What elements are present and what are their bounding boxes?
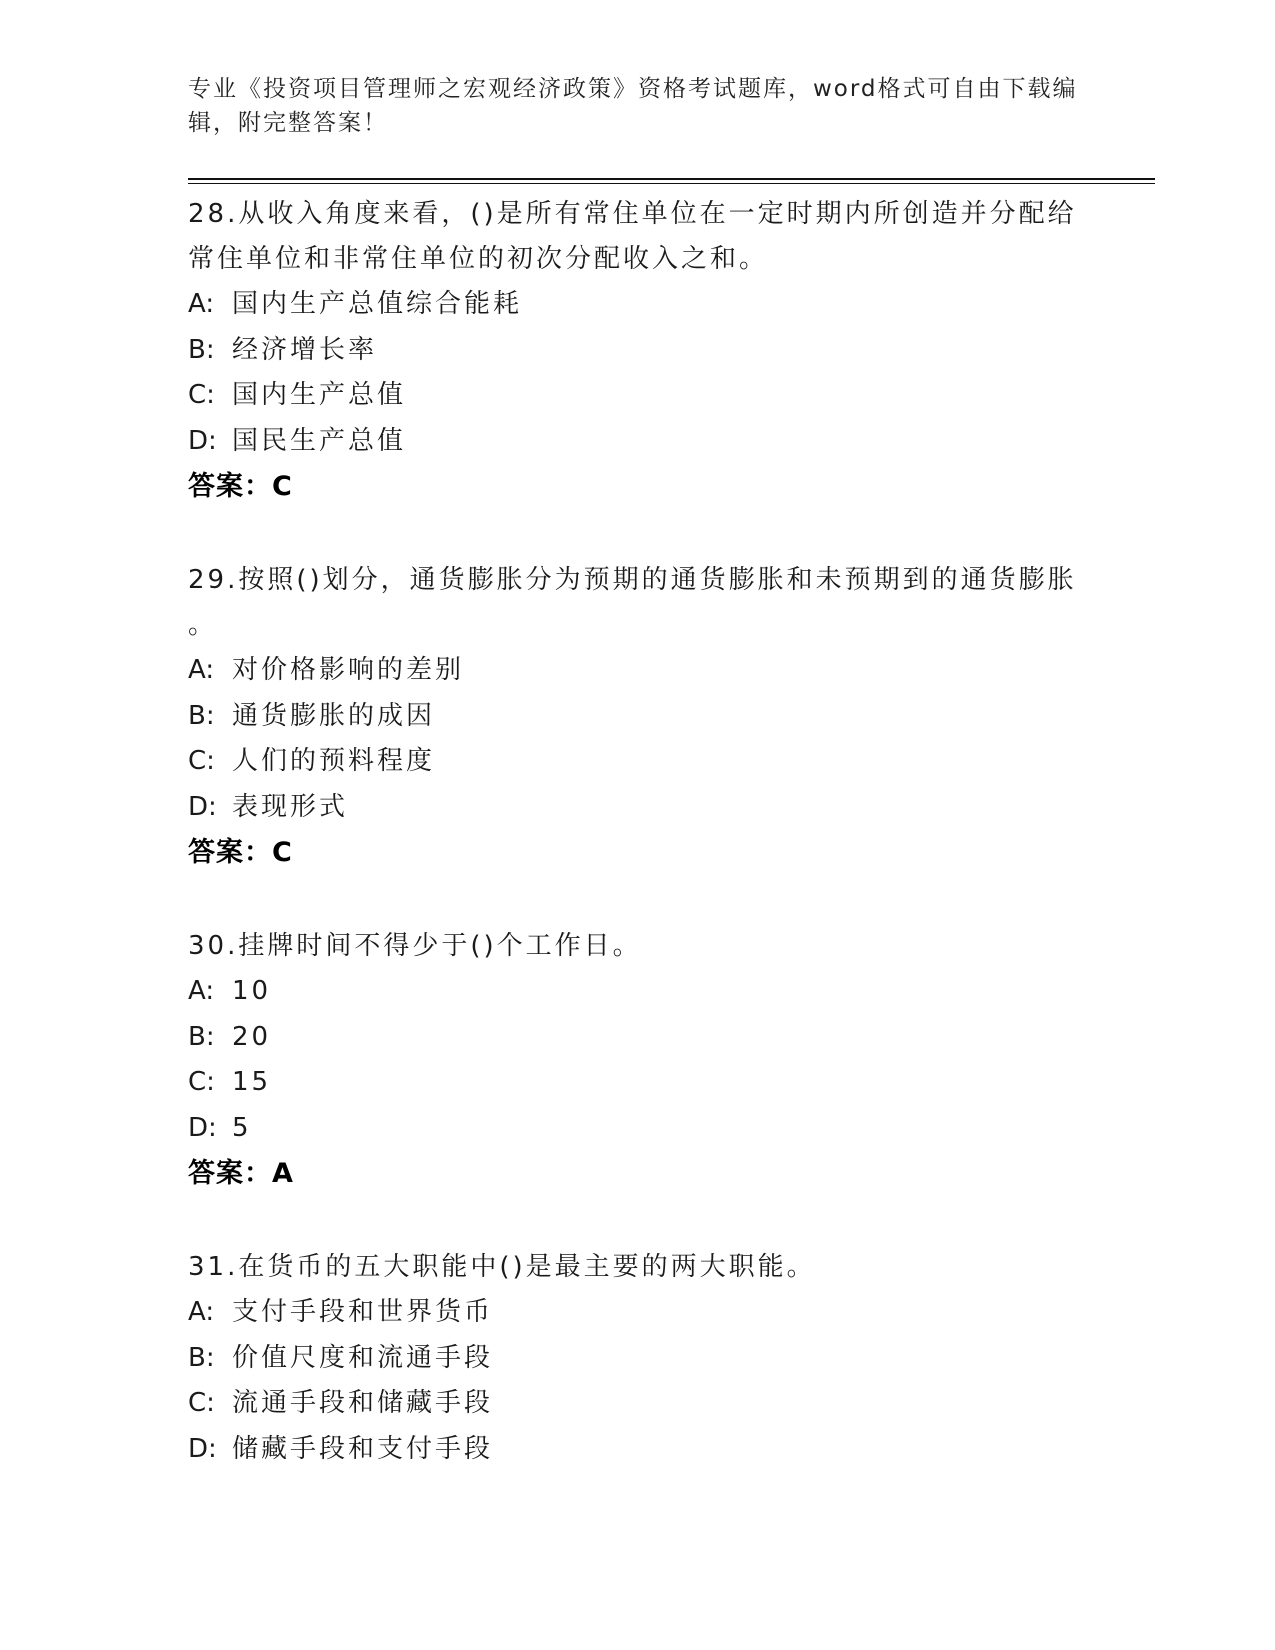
question-29 — [188, 558, 1088, 876]
option-text: 20 — [232, 1021, 272, 1052]
question-stem — [188, 558, 1088, 648]
option-text: 流通手段和储藏手段 — [232, 1388, 494, 1418]
option-d — [188, 419, 1088, 465]
option-text: 5 — [232, 1112, 252, 1143]
option-a — [188, 1290, 1088, 1336]
question-stem-line-2: 。 — [188, 610, 218, 640]
option-letter: A: — [188, 289, 215, 319]
option-d — [188, 785, 1088, 831]
option-letter: B: — [188, 334, 215, 365]
option-text: 价值尺度和流通手段 — [232, 1342, 494, 1373]
option-letter: C: — [188, 1388, 215, 1418]
option-text: 国内生产总值 — [232, 380, 407, 410]
option-a — [188, 282, 1088, 328]
option-text: 表现形式 — [232, 791, 349, 822]
option-c — [188, 373, 1088, 419]
question-stem-line-1: 31.在货币的五大职能中()是最主要的两大职能。 — [188, 1252, 816, 1282]
question-stem — [188, 1245, 1088, 1290]
option-text: 经济增长率 — [232, 334, 378, 365]
option-b — [188, 328, 1088, 374]
option-a — [188, 969, 1088, 1015]
question-list — [188, 190, 1088, 1472]
question-stem-line-2: 常住单位和非常住单位的初次分配收入之和。 — [188, 244, 769, 274]
option-letter: D: — [188, 791, 217, 822]
option-d — [188, 1106, 1088, 1152]
answer-line: 答案：A — [188, 1158, 294, 1189]
option-letter: C: — [188, 1067, 215, 1097]
document-header — [188, 72, 1078, 140]
option-text: 国内生产总值综合能耗 — [232, 289, 523, 319]
option-letter: D: — [188, 1433, 217, 1464]
question-28 — [188, 192, 1088, 510]
option-text: 15 — [232, 1067, 272, 1097]
answer-line: 答案：C — [188, 837, 293, 868]
header-line-1: 专业《投资项目管理师之宏观经济政策》资格考试题库，word格式可自由下载编 — [188, 76, 1078, 102]
option-letter: C: — [188, 380, 215, 410]
option-letter: A: — [188, 1297, 215, 1327]
option-text: 10 — [232, 976, 272, 1006]
question-stem-line-1: 29.按照()划分，通货膨胀分为预期的通货膨胀和未预期到的通货膨胀 — [188, 565, 1077, 595]
option-text: 国民生产总值 — [232, 425, 407, 456]
spacer — [188, 510, 1088, 556]
option-c — [188, 739, 1088, 785]
option-letter: D: — [188, 1112, 217, 1143]
answer-line: 答案：C — [188, 471, 293, 502]
option-letter: C: — [188, 746, 215, 776]
option-b — [188, 1015, 1088, 1061]
question-stem — [188, 924, 1088, 969]
option-b — [188, 694, 1088, 740]
spacer — [188, 1197, 1088, 1243]
option-letter: B: — [188, 700, 215, 731]
question-stem — [188, 192, 1088, 282]
header-line-2: 辑，附完整答案！ — [188, 110, 388, 136]
question-30 — [188, 924, 1088, 1197]
option-text: 通货膨胀的成因 — [232, 700, 436, 731]
option-letter: B: — [188, 1342, 215, 1373]
option-letter: A: — [188, 976, 215, 1006]
spacer — [188, 876, 1088, 922]
option-text: 支付手段和世界货币 — [232, 1297, 494, 1327]
option-letter: B: — [188, 1021, 215, 1052]
option-a — [188, 648, 1088, 694]
option-text: 储藏手段和支付手段 — [232, 1433, 494, 1464]
header-divider-thin — [188, 183, 1155, 184]
question-stem-line-1: 30.挂牌时间不得少于()个工作日。 — [188, 931, 642, 961]
option-text: 对价格影响的差别 — [232, 655, 465, 685]
option-letter: A: — [188, 655, 215, 685]
option-text: 人们的预料程度 — [232, 746, 436, 776]
question-31 — [188, 1245, 1088, 1472]
option-b — [188, 1336, 1088, 1382]
question-stem-line-1: 28.从收入角度来看，()是所有常住单位在一定时期内所创造并分配给 — [188, 199, 1077, 229]
header-divider-thick — [188, 178, 1155, 180]
option-c — [188, 1060, 1088, 1106]
option-d — [188, 1427, 1088, 1473]
option-letter: D: — [188, 425, 217, 456]
option-c — [188, 1381, 1088, 1427]
